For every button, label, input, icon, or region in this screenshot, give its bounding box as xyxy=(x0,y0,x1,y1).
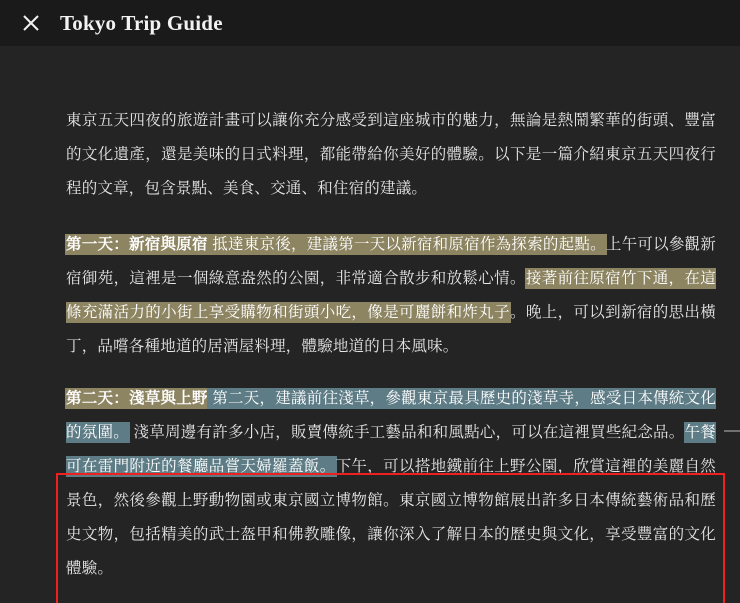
text-segment: 第二天，建議前往淺草，參觀東京最具歷史的淺草寺，感受日本傳統文化的氛圍。 xyxy=(66,390,716,441)
text-segment: 東京五天四夜的旅遊計畫可以讓你充分感受到這座城市的魅力，無論是熱鬧繁華的街頭、豐富的文化遺產，還是美味的日式料理，都能帶給你美好的體驗。以下是一篇介紹東京五天四夜行程的文章，包含景點、美食、交通、和住宿的建議。 xyxy=(66,112,716,197)
close-icon[interactable] xyxy=(14,6,48,40)
paragraph-intro xyxy=(66,104,716,206)
text-segment: 第一天：新宿與原宿 xyxy=(66,236,208,253)
paragraph-day1 xyxy=(66,228,716,364)
paragraph-day2 xyxy=(66,382,716,586)
page-title: Tokyo Trip Guide xyxy=(60,10,223,35)
text-segment: 。晚上，可以到新宿的思出橫丁，品嚐各種地道的居酒屋料理，體驗地道的日本風味。 xyxy=(66,304,716,355)
text-segment: 接著前往原宿竹下通，在這條充滿活力的小街上享受購物和街頭小吃，像是可麗餅和炸丸子 xyxy=(66,270,716,321)
dialog-header xyxy=(0,0,740,46)
text-segment: 下午，可以搭地鐵前往上野公園，欣賞這裡的美麗自然景色，然後參觀上野動物園或東京國立博物館。東京國立博物館展出許多日本傳統藝術品和歷史文物，包括精美的武士盔甲和佛教雕像，讓你深入了解日本的歷史與文化，享受豐富的文化體驗。 xyxy=(66,458,716,577)
text-segment: 午餐可在雷門附近的餐廳品嘗天婦羅蓋飯。 xyxy=(66,424,716,475)
text-segment: 淺草周邊有許多小店，販賣傳統手工藝品和和風點心，可以在這裡買些紀念品。 xyxy=(128,424,685,441)
paragraph-edge-marker xyxy=(724,430,740,432)
document-body xyxy=(0,46,740,586)
text-segment: 抵達東京後，建議第一天以新宿和原宿作為探索的起點。 xyxy=(207,236,606,253)
text-segment: 第二天：淺草與上野 xyxy=(66,390,208,407)
text-segment: 上午可以參觀新宿御苑，這裡是一個綠意盎然的公園，非常適合散步和放鬆心情。 xyxy=(66,236,717,287)
